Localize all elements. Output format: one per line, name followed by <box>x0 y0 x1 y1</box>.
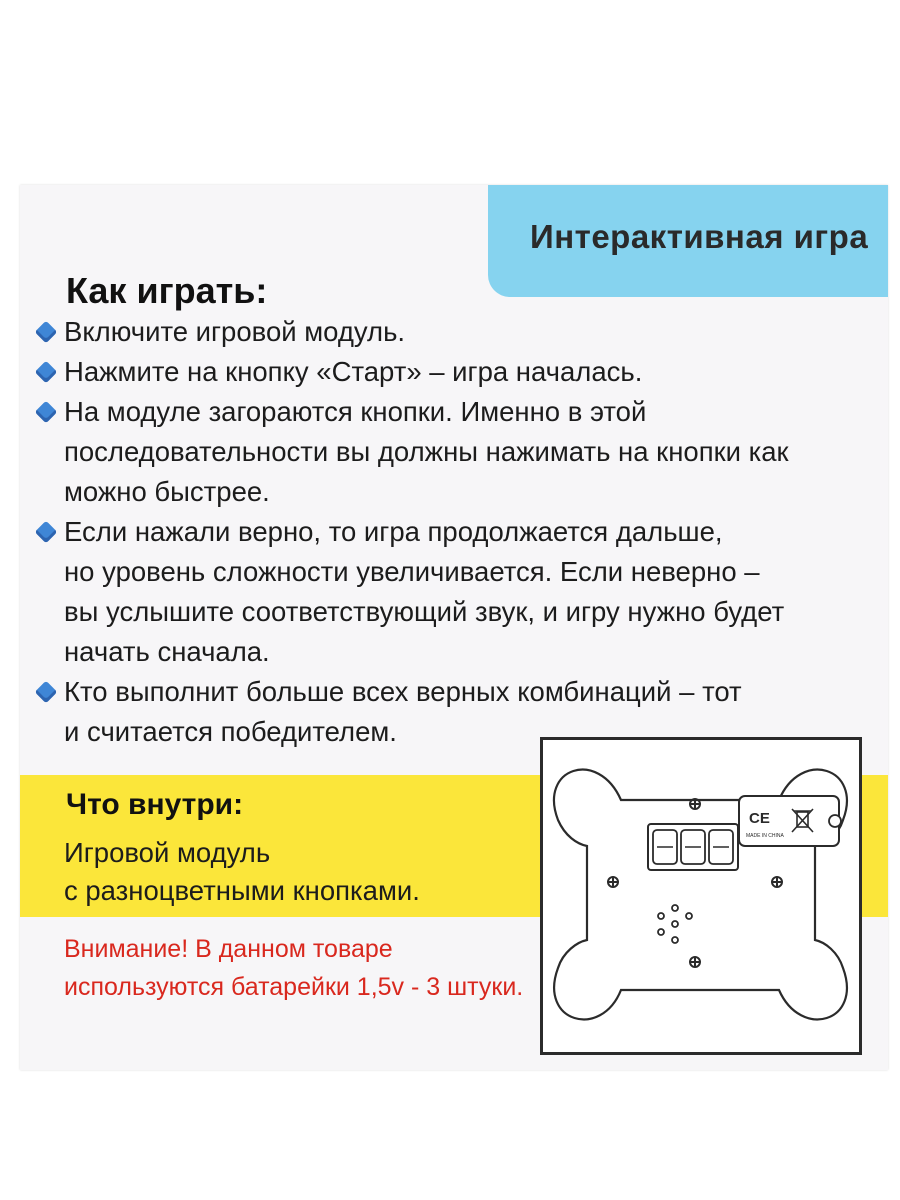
how-to-play-heading: Как играть: <box>66 270 268 311</box>
step-line: можно быстрее. <box>64 476 270 507</box>
inside-line: с разноцветными кнопками. <box>64 875 420 906</box>
diamond-bullet-icon <box>35 361 58 384</box>
made-in-label: MADE IN CHINA <box>746 833 784 839</box>
diamond-bullet-icon <box>35 681 58 704</box>
warning-line: используются батарейки 1,5v - 3 штуки. <box>64 973 524 1001</box>
label-plate <box>739 796 841 846</box>
battery-compartment-icon <box>648 824 738 870</box>
inside-heading: Что внутри: <box>66 788 244 821</box>
step-line: На модуле загораются кнопки. Именно в этой <box>64 396 647 427</box>
step-line: и считается победителем. <box>64 716 397 747</box>
step-line: но уровень сложности увеличивается. Если неверно – <box>64 556 760 587</box>
ce-mark: CE <box>749 810 770 827</box>
diamond-bullet-icon <box>35 321 58 344</box>
step-line: Если нажали верно, то игра продолжается дальше, <box>64 516 723 547</box>
diamond-bullet-icon <box>35 521 58 544</box>
step-text: Нажмите на кнопку «Старт» – игра началась. <box>64 356 643 387</box>
inside-line: Игровой модуль <box>64 837 271 868</box>
step-line: вы услышите соответствующий звук, и игру нужно будет <box>64 596 785 627</box>
step-line: последовательности вы должны нажимать на кнопки как <box>64 436 789 467</box>
step-item <box>32 392 852 512</box>
step-item <box>32 512 852 672</box>
step-line: Кто выполнит больше всех верных комбинаций – тот <box>64 676 742 707</box>
diamond-bullet-icon <box>35 401 58 424</box>
banner-title: Интерактивная игра <box>530 218 869 255</box>
module-back-illustration <box>543 740 859 1052</box>
step-item <box>32 312 852 352</box>
game-module-diagram <box>540 737 862 1055</box>
step-line: начать сначала. <box>64 636 270 667</box>
step-item <box>32 352 852 392</box>
steps-list <box>32 312 852 752</box>
warning-line: Внимание! В данном товаре <box>64 935 393 963</box>
step-text: Включите игровой модуль. <box>64 316 406 347</box>
battery-warning <box>64 930 523 1006</box>
inside-description <box>64 834 420 910</box>
